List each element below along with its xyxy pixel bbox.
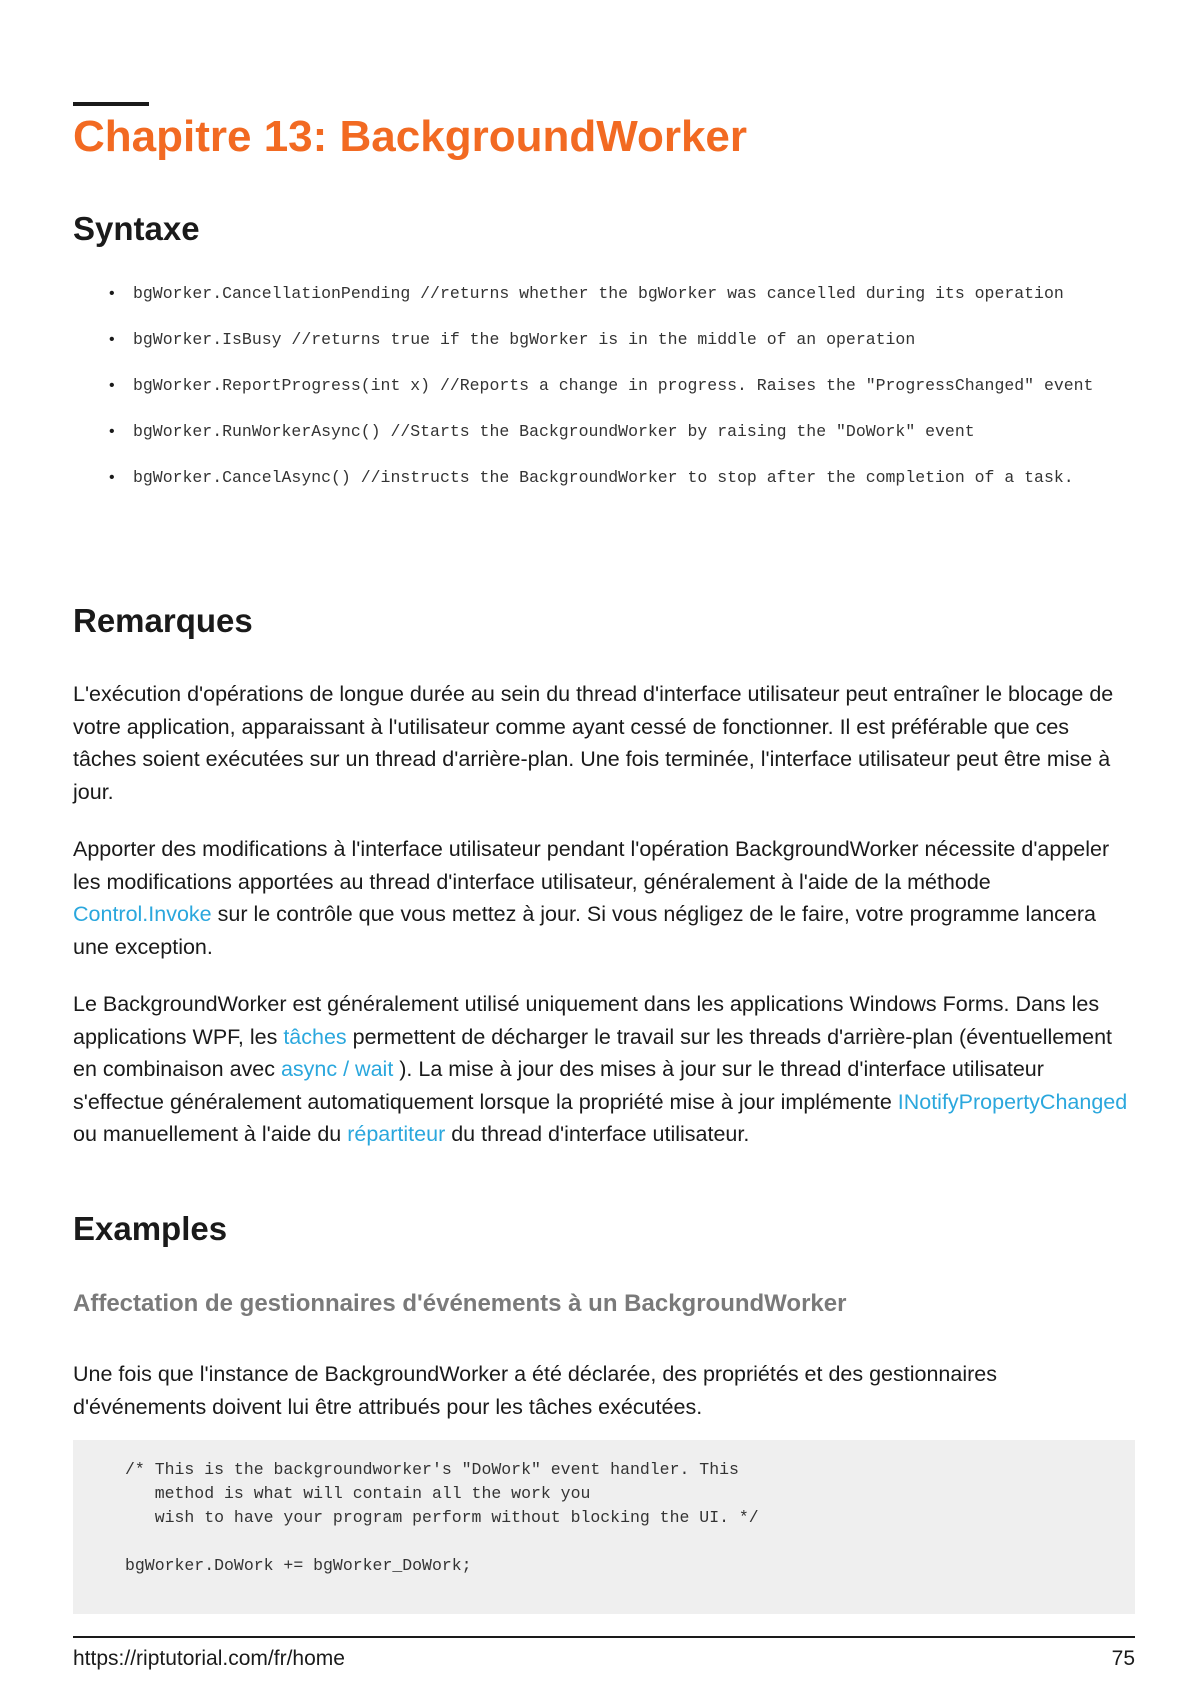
text-span: sur le contrôle que vous mettez à jour. Si vous négligez de le faire, votre programme lancera une exception. xyxy=(73,902,1096,959)
chapter-title: Chapitre 13: BackgroundWorker xyxy=(73,112,748,161)
syntax-item-text: bgWorker.ReportProgress(int x) //Reports a change in progress. Raises the "ProgressChanged" event xyxy=(133,376,1094,395)
syntax-item-text: bgWorker.CancelAsync() //instructs the BackgroundWorker to stop after the completion of a task. xyxy=(133,468,1074,487)
control-invoke-link[interactable]: Control.Invoke xyxy=(73,902,212,926)
text-span: du thread d'interface utilisateur. xyxy=(445,1122,750,1146)
page-number: 75 xyxy=(1111,1647,1135,1670)
example-paragraph: Une fois que l'instance de BackgroundWorker a été déclarée, des propriétés et des gestionnaires d'événements doivent lui être attribués pour les tâches exécutées. xyxy=(73,1362,997,1419)
bullet-icon: • xyxy=(109,423,115,440)
syntax-list xyxy=(103,282,1200,512)
footer-url-link[interactable]: https://riptutorial.com/fr/home xyxy=(73,1647,345,1670)
syntax-item xyxy=(103,328,1200,352)
examples-heading: Examples xyxy=(73,1210,228,1247)
repartiteur-link[interactable]: répartiteur xyxy=(347,1122,446,1146)
bullet-icon: • xyxy=(109,331,115,348)
taches-link[interactable]: tâches xyxy=(283,1024,347,1049)
syntaxe-heading: Syntaxe xyxy=(73,210,200,247)
text-span: permettent de décharger le travail sur les threads d'arrière-plan (éventuellement en combinaison avec xyxy=(73,1024,1113,1081)
remarques-paragraph-2 xyxy=(73,833,1135,963)
text-span: Apporter des modifications à l'interface utilisateur pendant l'opération BackgroundWorker nécessite d'appeler les modifications apportées au thread d'interface utilisateur, généralement à l'aide de la méthode xyxy=(73,837,1110,894)
async-wait-link[interactable]: async / wait xyxy=(280,1057,394,1081)
syntax-item xyxy=(103,282,1200,306)
syntax-item-text: bgWorker.CancellationPending //returns whether the bgWorker was cancelled during its operation xyxy=(133,284,1064,303)
text-span: ). La mise à jour des mises à jour sur le thread d'interface utilisateur s'effectue généralement automatiquement lorsque la propriété mise à jour implémente xyxy=(73,1057,1044,1114)
remarques-heading: Remarques xyxy=(73,602,253,639)
syntax-item-text: bgWorker.IsBusy //returns true if the bgWorker is in the middle of an operation xyxy=(133,330,916,349)
syntax-item-text: bgWorker.RunWorkerAsync() //Starts the BackgroundWorker by raising the "DoWork" event xyxy=(133,422,975,441)
remarques-paragraph-1: L'exécution d'opérations de longue durée au sein du thread d'interface utilisateur peut entraîner le blocage de votre application, apparaissant à l'utilisateur comme ayant cessé de fonctionner. Il est préférable que ces tâches soient exécutées sur un thread d'arrière-plan. Une fois terminée, l'interface utilisateur peut être mise à jour. xyxy=(73,682,1114,804)
text-span: Le BackgroundWorker est généralement utilisé uniquement dans les applications Windows Forms. Dans les applications WPF, les xyxy=(73,992,1100,1049)
bullet-icon: • xyxy=(109,285,115,302)
remarques-paragraph-3 xyxy=(73,988,1135,1151)
syntax-item xyxy=(103,420,1200,444)
footer-rule xyxy=(73,1636,1135,1638)
syntax-item xyxy=(103,374,1200,398)
syntax-item xyxy=(103,466,1200,490)
inotifypropertychanged-link[interactable]: INotifyPropertyChanged xyxy=(897,1089,1128,1114)
code-text: /* This is the backgroundworker's "DoWork" event handler. This method is what will contain all the work you wish to have your program perform without blocking the UI. */ bgWorker.DoWork += bgWorker_DoWork; xyxy=(125,1460,759,1575)
text-span: ou manuellement à l'aide du xyxy=(73,1122,348,1146)
code-block xyxy=(73,1440,1135,1614)
bullet-icon: • xyxy=(109,377,115,394)
title-rule xyxy=(73,102,149,106)
bullet-icon: • xyxy=(109,469,115,486)
example-subheading: Affectation de gestionnaires d'événements à un BackgroundWorker xyxy=(73,1290,847,1317)
